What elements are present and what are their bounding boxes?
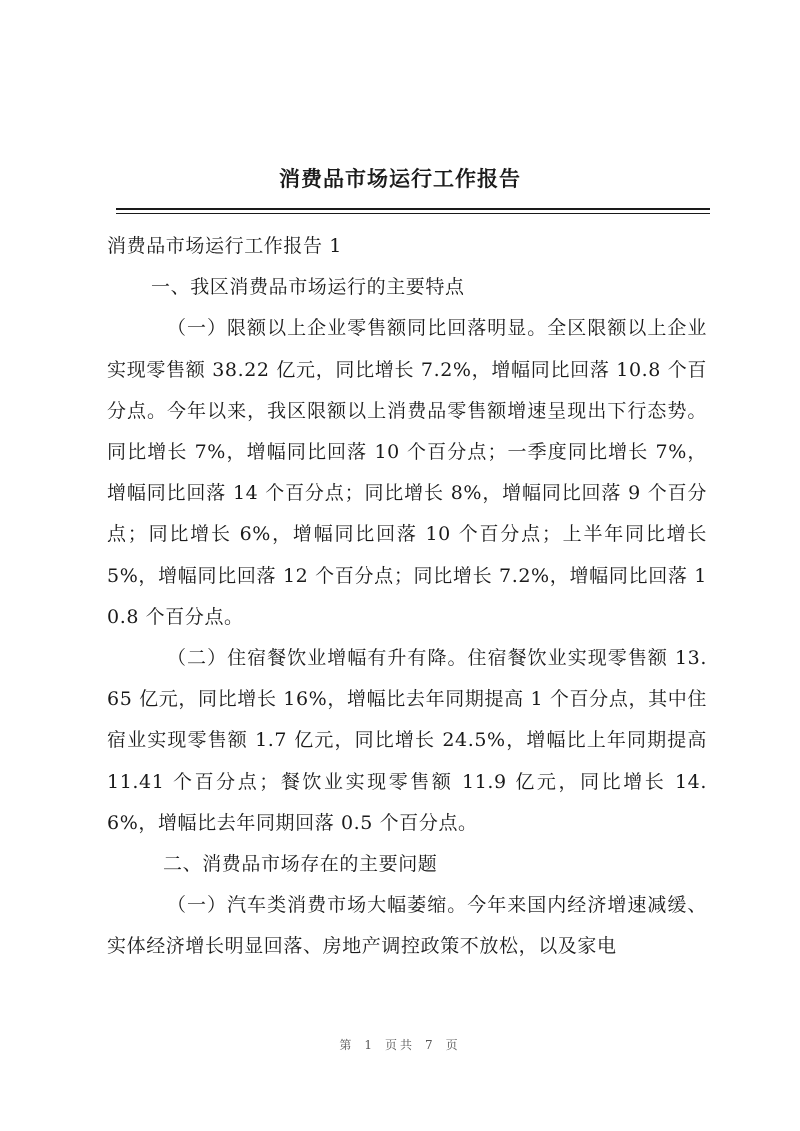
paragraph-2: （二）住宿餐饮业增幅有升有降。住宿餐饮业实现零售额 13.65 亿元，同比增长 16%，增幅比去年同期提高 1 个百分点，其中住宿业实现零售额 1.7 亿元，同比增长 24.5%，增幅比上年同期提高 11.41 个百分点；餐饮业实现零售额 11.9 亿元，同比增长 14.6%，增幅比去年同期回落 0.5 个百分点。 [107,647,707,834]
title-rule-thick [116,208,710,210]
footer-prefix: 第 [339,1038,355,1052]
document-body [107,226,707,968]
title-rule-thin [116,213,710,214]
document-title: 消费品市场运行工作报告 [279,167,521,191]
footer-suffix: 页 [445,1038,461,1052]
page-footer [0,1036,800,1053]
section-heading-1: 一、我区消费品市场运行的主要特点 [151,276,465,299]
section-heading-2: 二、消费品市场存在的主要问题 [163,853,438,876]
report-heading: 消费品市场运行工作报告 1 [107,235,342,257]
paragraph-3: （一）汽车类消费市场大幅萎缩。今年来国内经济增速减缓、实体经济增长明显回落、房地产调控政策不放松，以及家电 [107,894,707,958]
footer-page-number: 1 [364,1038,375,1052]
paragraph-1: （一）限额以上企业零售额同比回落明显。全区限额以上企业实现零售额 38.22 亿元，同比增长 7.2%，增幅同比回落 10.8 个百分点。今年以来，我区限额以上消费品零售额增速呈现出下行态势。同比增长 7%，增幅同比回落 10 个百分点；一季度同比增长 7%，增幅同比回落 14 个百分点；同比增长 8%，增幅同比回落 9 个百分点；同比增长 6%，增幅同比回落 10 个百分点；上半年同比增长 5%，增幅同比回落 12 个百分点；同比增长 7.2%，增幅同比回落 10.8 个百分点。 [107,317,707,628]
footer-middle: 页共 [384,1038,415,1052]
footer-total-pages: 7 [425,1038,436,1052]
